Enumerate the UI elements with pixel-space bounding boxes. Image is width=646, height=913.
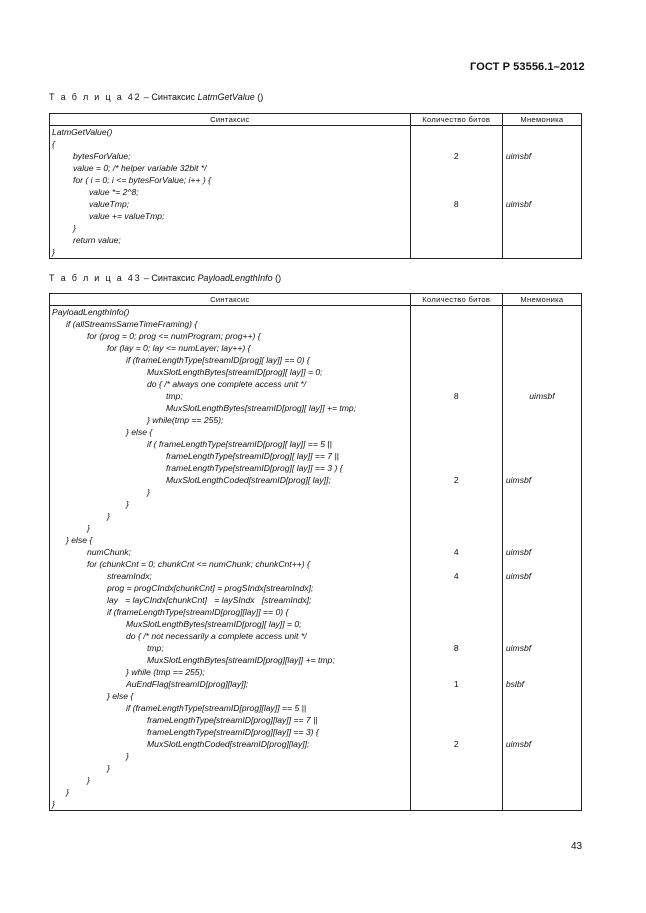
code-line: } while(tmp == 255); [147,415,224,425]
code-line: } [107,511,110,521]
bit-count [411,342,502,354]
mnemonic [503,798,581,810]
code-line: if (frameLengthType[streamID[prog][lay]] == 0) { [107,607,289,617]
code-line: streamIndx; [107,571,152,581]
table-43-body-row [50,306,582,811]
code-line: } [66,787,69,797]
bit-count [411,174,502,186]
mnemonic: uimsbf [505,151,532,161]
mnemonic [503,582,581,594]
mnemonic [503,126,581,138]
mnemonic [503,774,581,786]
code-line: } [126,499,129,509]
bit-count: 2 [453,475,459,485]
bit-count [411,186,502,198]
code-line: } else { [66,535,93,545]
bit-count [411,222,502,234]
code-line: } [52,247,55,257]
table-42-body-row [50,126,582,259]
code-line: tmp; [147,643,164,653]
mnemonic [503,726,581,738]
mnemonic [503,366,581,378]
bit-count [411,378,502,390]
syntax-column-header: Синтаксис [50,294,411,306]
code-line: do { /* not necessarily a complete access unit */ [126,631,307,641]
bit-count [411,498,502,510]
mnemonic [503,378,581,390]
bit-count [411,306,502,318]
mnemonic [503,342,581,354]
document-standard-header: ГОСТ Р 53556.1–2012 [470,61,585,73]
bit-count [411,234,502,246]
bits-cell [410,126,502,259]
code-line: value += valueTmp; [89,211,165,221]
code-line: MuxSlotLengthBytes[streamID[prog][lay]] += tmp; [147,655,335,665]
syntax-cell [50,126,411,259]
mnemonic [503,354,581,366]
mnemonic [503,222,581,234]
table-42-caption-middle: – Синтаксис [141,92,198,102]
mnemonic: uimsbf [505,475,532,485]
code-line: frameLengthType[streamID[prog][ lay]] == 3 ) { [166,463,343,473]
code-line: for ( i = 0; i <= bytesForValue; i++ ) { [73,175,211,185]
bit-count [411,438,502,450]
bit-count [411,414,502,426]
code-line: prog = progCIndx[chunkCnt] = progSIndx[streamIndx]; [107,583,314,593]
mnemonic: uimsbf [505,643,532,653]
table-43-header-row [50,294,582,306]
table-42-header-row [50,114,582,126]
bits-column-header: Количество битов [410,294,502,306]
mnemonic: uimsbf [505,739,532,749]
page-number: 43 [571,841,583,852]
mnemonic [503,498,581,510]
bit-count: 4 [453,547,459,557]
mnemonic [503,714,581,726]
table-42-caption-suffix: () [254,92,264,102]
mnemonic [503,510,581,522]
code-line: } [107,763,110,773]
mnemonic [503,522,581,534]
code-line: if ( frameLengthType[streamID[prog][ lay]] == 5 || [147,439,332,449]
syntax-cell [50,306,411,811]
bit-count [411,246,502,258]
mnemonic [503,414,581,426]
bit-count [411,330,502,342]
code-line: frameLengthType[streamID[prog][lay]] == 3) { [147,727,319,737]
code-line: } [87,523,90,533]
code-line: MuxSlotLengthBytes[streamID[prog][ lay]] += tmp; [166,403,357,413]
table-42 [49,113,582,259]
mnemonic [503,174,581,186]
bit-count [411,606,502,618]
code-line: do { /* always one complete access unit */ [147,379,307,389]
code-line: valueTmp; [89,199,130,209]
code-line: for (lay = 0; lay <= numLayer; lay++) { [107,343,251,353]
code-line: lay = layCIndx[chunkCnt] = laySIndx [streamIndx]; [107,595,312,605]
code-line: } [52,799,55,809]
mnemonic [503,162,581,174]
mnemonic [503,534,581,546]
mnemonic [503,558,581,570]
code-line: value = 0; /* helper variable 32bit */ [73,163,207,173]
bit-count [411,354,502,366]
bit-count [411,582,502,594]
bit-count [411,762,502,774]
bit-count: 2 [453,739,459,749]
bit-count: 4 [453,571,459,581]
mnemonic [503,618,581,630]
table-43-caption-func: PayloadLengthInfo [197,273,273,283]
bit-count: 8 [453,643,459,653]
bit-count [411,210,502,222]
code-line: frameLengthType[streamID[prog][lay]] == 7 || [147,715,318,725]
mnemonic [503,450,581,462]
code-line: for (prog = 0; prog <= numProgram; prog++) { [87,331,261,341]
code-line: if (frameLengthType[streamID[prog][ lay]] == 0) { [126,355,310,365]
bit-count [411,522,502,534]
code-line: return value; [73,235,121,245]
mnemonic [503,438,581,450]
code-line: MuxSlotLengthCoded[streamID[prog][lay]]; [147,739,310,749]
code-line: MuxSlotLengthBytes[streamID[prog][ lay]] = 0; [147,367,323,377]
bit-count [411,702,502,714]
bit-count [411,558,502,570]
code-line: for (chunkCnt = 0; chunkCnt <= numChunk; chunkCnt++) { [87,559,310,569]
table-42-caption-func: LatmGetValue [197,92,255,102]
mnemonic [503,246,581,258]
table-42-caption-prefix: Т а б л и ц а 42 [49,92,142,102]
code-line: } [87,775,90,785]
bit-count [411,450,502,462]
bit-count [411,750,502,762]
bit-count [411,402,502,414]
mnemonic: uimsbf [505,571,532,581]
bit-count [411,162,502,174]
code-line: LatmGetValue() [52,127,113,137]
bit-count: 8 [453,391,459,401]
bit-count [411,666,502,678]
bit-count [411,426,502,438]
code-line: MuxSlotLengthBytes[streamID[prog][ lay]] = 0; [126,619,302,629]
mnemonic [503,426,581,438]
bit-count [411,318,502,330]
code-line: AuEndFlag[streamID[prog][lay]]; [126,679,249,689]
code-line: MuxSlotLengthCoded[streamID[prog][ lay]]; [166,475,331,485]
bit-count [411,726,502,738]
table-43-caption-middle: – Синтаксис [141,273,198,283]
code-line: numChunk; [87,547,131,557]
bits-cell [410,306,502,811]
mnemonic [503,138,581,150]
mnemonic [503,690,581,702]
mnemonic [503,330,581,342]
bit-count [411,798,502,810]
code-line: PayloadLengthInfo() [52,307,130,317]
code-line: } else { [126,427,153,437]
mnemonic [503,210,581,222]
bit-count [411,138,502,150]
mnemonic: uimsbf [505,547,532,557]
bit-count [411,630,502,642]
code-line: if (allStreamsSameTimeFraming) { [66,319,198,329]
mnemonic [503,318,581,330]
table-42-caption [49,92,263,102]
mnemonic: uimsbf [529,391,555,401]
bit-count [411,654,502,666]
mnemonic [503,786,581,798]
mnemonic [503,306,581,318]
mnemonic [503,702,581,714]
code-line: { [52,139,55,149]
mnemonic [503,462,581,474]
mnemonic-column-header: Мнемоника [502,294,581,306]
bit-count: 2 [453,151,459,161]
code-line: } else { [107,691,134,701]
code-line: bytesForValue; [73,151,131,161]
table-43-caption-suffix: () [272,273,282,283]
mnemonic [503,402,581,414]
syntax-column-header: Синтаксис [50,114,411,126]
code-line: } while (tmp == 255); [126,667,205,677]
table-43-caption-prefix: Т а б л и ц а 43 [49,273,142,283]
bit-count [411,786,502,798]
table-43-caption [49,273,281,283]
bit-count [411,714,502,726]
bit-count [411,534,502,546]
mnemonic [503,654,581,666]
bit-count [411,462,502,474]
bit-count [411,510,502,522]
bit-count [411,774,502,786]
code-line: } [126,751,129,761]
code-line: } [147,487,150,497]
bit-count: 8 [453,199,459,209]
code-line: value *= 2^8; [89,187,139,197]
bit-count [411,486,502,498]
code-line: frameLengthType[streamID[prog][ lay]] == 7 || [166,451,339,461]
bit-count [411,618,502,630]
mnemonic [503,630,581,642]
bit-count: 1 [453,679,459,689]
mnemonic [503,750,581,762]
mnemonic [503,666,581,678]
mnemonic-column-header: Мнемоника [502,114,581,126]
mnemonic-cell [502,126,581,259]
mnemonic [503,762,581,774]
bit-count [411,690,502,702]
mnemonic [503,594,581,606]
mnemonic: bslbf [505,679,524,689]
code-line: if (frameLengthType[streamID[prog][lay]] == 5 || [126,703,307,713]
mnemonic [503,486,581,498]
bit-count [411,366,502,378]
mnemonic [503,186,581,198]
bits-column-header: Количество битов [410,114,502,126]
mnemonic [503,234,581,246]
bit-count [411,126,502,138]
mnemonic-cell [502,306,581,811]
mnemonic [503,606,581,618]
code-line: tmp; [166,391,183,401]
bit-count [411,594,502,606]
table-43 [49,293,582,811]
mnemonic: uimsbf [505,199,532,209]
code-line: } [73,223,76,233]
